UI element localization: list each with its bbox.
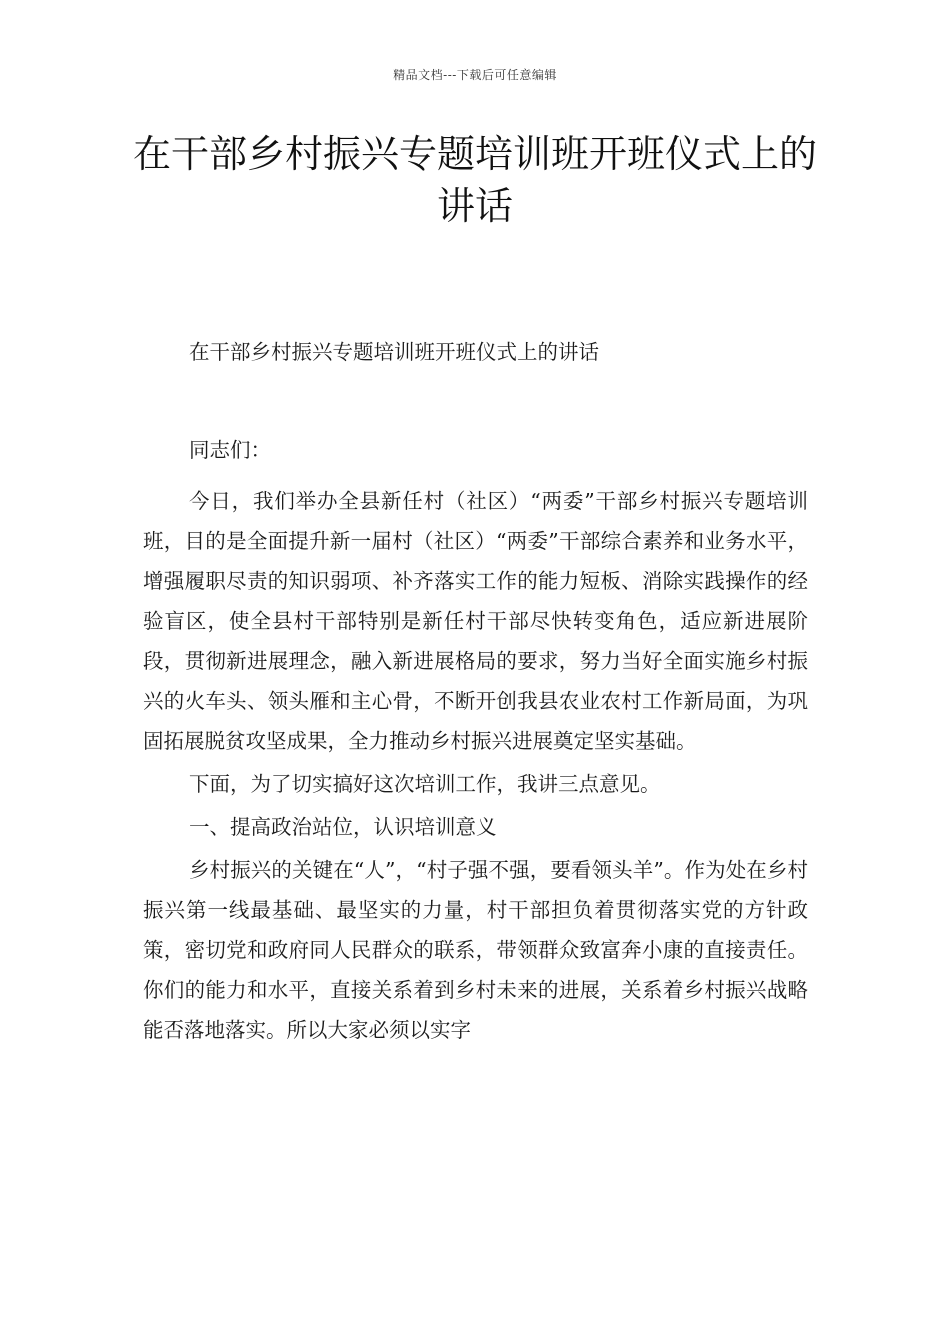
document-title: 在干部乡村振兴专题培训班开班仪式上的讲话 <box>132 132 817 228</box>
paragraph: 下面，为了切实搞好这次培训工作，我讲三点意见。 <box>189 772 661 796</box>
section-heading: 一、提高政治站位，认识培训意义 <box>189 815 497 839</box>
salutation: 同志们： <box>189 438 271 462</box>
header-note: 精品文档---下载后可任意编辑 <box>393 68 557 82</box>
subtitle: 在干部乡村振兴专题培训班开班仪式上的讲话 <box>189 340 599 364</box>
paragraph: 乡村振兴的关键在“人”，“村子强不强，要看领头羊”。作为处在乡村振兴第一线最基础、最坚实的力量，村干部担负着贯彻落实党的方针政策，密切党和政府同人民群众的联系，带领群众致富奔小康的直接责任。你们的能力和水平，直接关系着到乡村未来的进展，关系着乡村振兴战略能否落地落实。所以大家必须以实字 <box>143 858 808 1042</box>
document-body <box>143 481 808 1053</box>
paragraph: 今日，我们举办全县新任村（社区）“两委”干部乡村振兴专题培训班，目的是全面提升新一届村（社区）“两委”干部综合素养和业务水平，增强履职尽责的知识弱项、补齐落实工作的能力短板、消除实践操作的经验盲区，使全县村干部特别是新任村干部尽快转变角色，适应新进展阶段，贯彻新进展理念，融入新进展格局的要求，努力当好全面实施乡村振兴的火车头、领头雁和主心骨，不断开创我县农业农村工作新局面，为巩固拓展脱贫攻坚成果，全力推动乡村振兴进展奠定坚实基础。 <box>143 489 808 753</box>
